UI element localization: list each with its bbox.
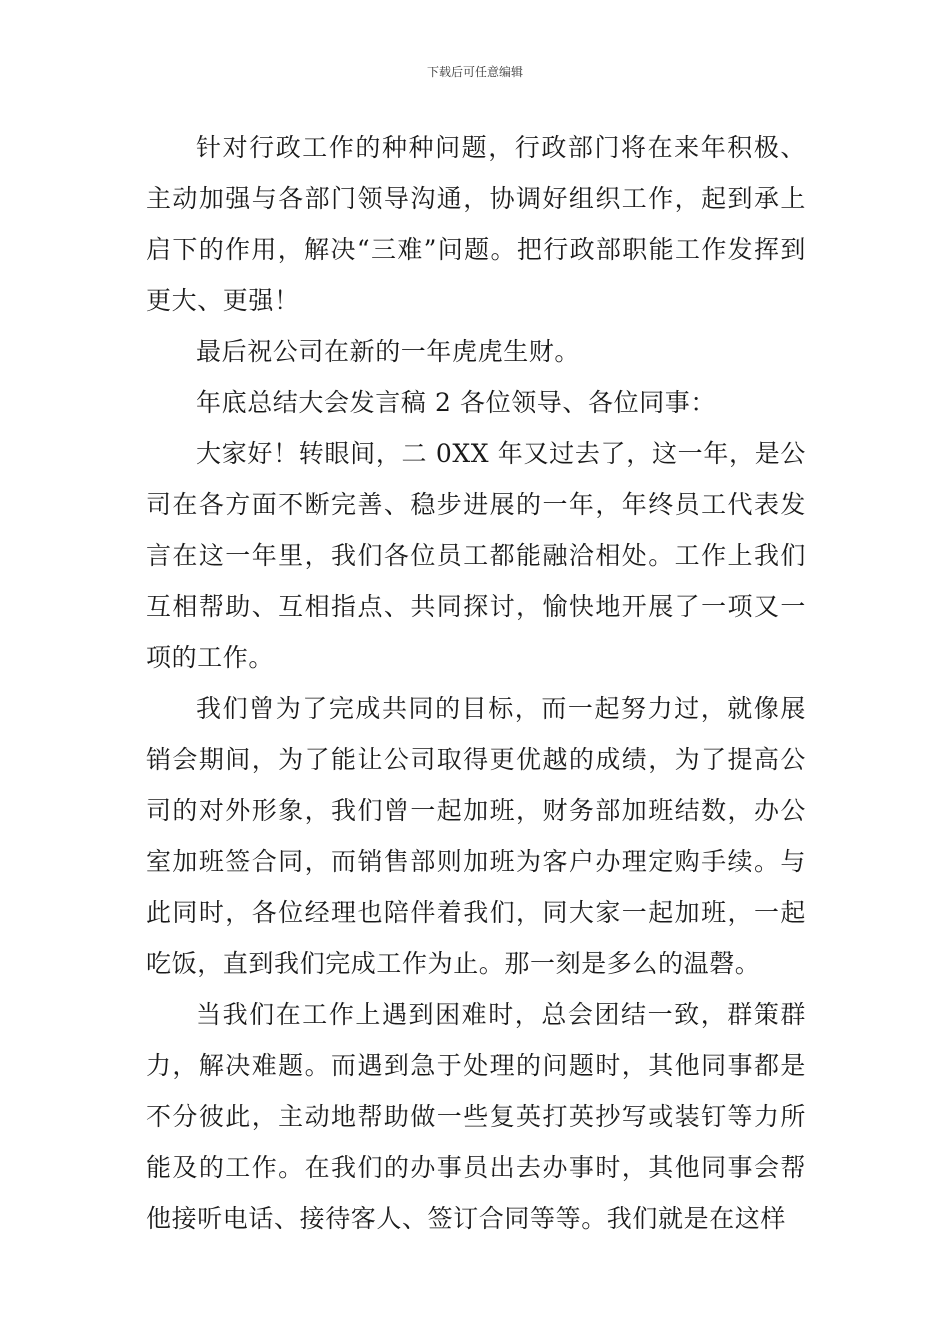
paragraph-overtime: 我们曾为了完成共同的目标，而一起努力过，就像展销会期间，为了能让公司取得更优越的成绩，为了提高公司的对外形象，我们曾一起加班，财务部加班结数，办公室加班签合同，而销售部则加班为客户办理定购手续。与此同时，各位经理也陪伴着我们，同大家一起加班，一起吃饭，直到我们完成工作为止。那一刻是多么的温磬。 (146, 694, 806, 978)
paragraph-teamwork: 当我们在工作上遇到困难时，总会团结一致，群策群力，解决难题。而遇到急于处理的问题时，其他同事都是不分彼此，主动地帮助做一些复英打英抄写或装钉等力所能及的工作。在我们的办事员出去办事时，其他同事会帮他接听电话、接待客人、签订合同等等。我们就是在这样 (146, 1000, 806, 1233)
paragraph-blessing: 最后祝公司在新的一年虎虎生财。 (196, 337, 581, 366)
document-body (146, 122, 806, 1244)
paragraph-admin-work: 针对行政工作的种种问题，行政部门将在来年积极、主动加强与各部门领导沟通，协调好组织工作，起到承上启下的作用，解决“三难”问题。把行政部职能工作发挥到更大、更强！ (146, 133, 806, 315)
paragraph-speech-title: 年底总结大会发言稿 2 各位领导、各位同事： (196, 388, 717, 417)
paragraph-greeting: 大家好！转眼间，二 0XX 年又过去了，这一年，是公司在各方面不断完善、稳步进展的一年，年终员工代表发言在这一年里，我们各位员工都能融洽相处。工作上我们互相帮助、互相指点、共同探讨，愉快地开展了一项又一项的工作。 (146, 439, 806, 672)
page-header: 下载后可任意编辑 (426, 65, 523, 79)
